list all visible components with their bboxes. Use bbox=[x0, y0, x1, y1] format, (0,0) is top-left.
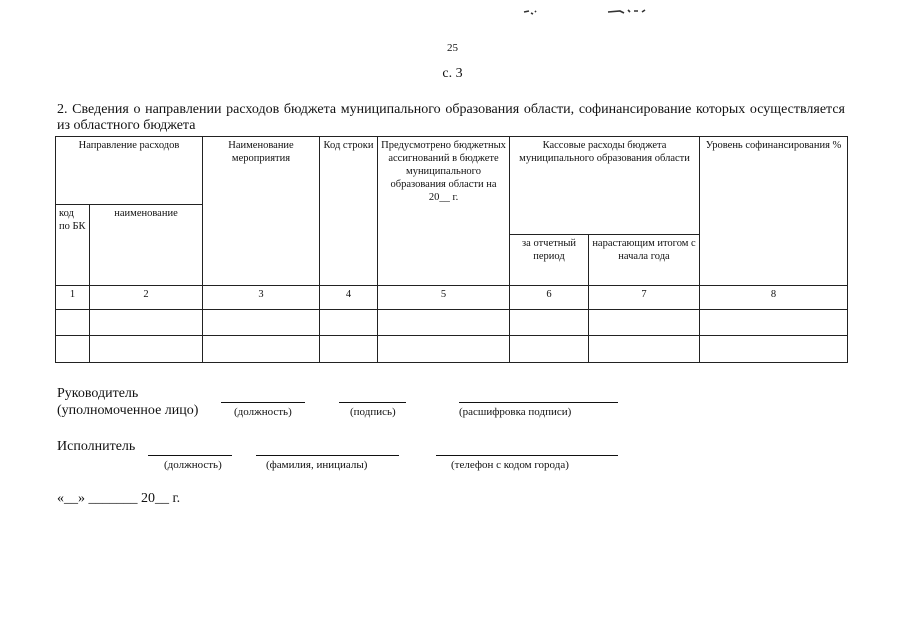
executor-position-line[interactable] bbox=[148, 455, 232, 456]
header-reporting-period: за отчетный период bbox=[510, 235, 589, 286]
header-name: наименование bbox=[90, 205, 203, 286]
column-number: 2 bbox=[90, 286, 203, 310]
empty-cell[interactable] bbox=[203, 336, 320, 363]
column-number: 3 bbox=[203, 286, 320, 310]
empty-cell[interactable] bbox=[510, 310, 589, 336]
header-planned-allocations: Предусмотрено бюджетных ассигнований в бюджете муниципального образования области на 20__ г. bbox=[378, 137, 510, 286]
empty-cell[interactable] bbox=[56, 310, 90, 336]
empty-cell[interactable] bbox=[320, 310, 378, 336]
section-heading: 2. Сведения о направлении расходов бюджета муниципального образования области, софинансирование которых осуществляется из областного бюджета bbox=[57, 102, 845, 133]
head-position-line[interactable] bbox=[221, 402, 305, 403]
empty-cell[interactable] bbox=[700, 310, 848, 336]
header-direction: Направление расходов bbox=[56, 137, 203, 205]
executor-name-caption: (фамилия, инициалы) bbox=[266, 459, 368, 471]
header-cash-expenses: Кассовые расходы бюджета муниципального образования области bbox=[510, 137, 700, 235]
header-event-name: Наименование мероприятия bbox=[203, 137, 320, 286]
executor-phone-caption: (телефон с кодом города) bbox=[451, 459, 569, 471]
empty-cell[interactable] bbox=[589, 310, 700, 336]
column-number: 6 bbox=[510, 286, 589, 310]
header-row-code: Код строки bbox=[320, 137, 378, 286]
date-line: «__» _______ 20__ г. bbox=[57, 491, 181, 506]
header-kbk-code: код по БК bbox=[56, 205, 90, 286]
executor-label: Исполнитель bbox=[57, 439, 136, 454]
head-signature-line[interactable] bbox=[339, 402, 406, 403]
empty-cell[interactable] bbox=[56, 336, 90, 363]
empty-cell[interactable] bbox=[90, 336, 203, 363]
column-number: 4 bbox=[320, 286, 378, 310]
empty-cell[interactable] bbox=[378, 310, 510, 336]
executor-position-caption: (должность) bbox=[164, 459, 222, 471]
empty-cell[interactable] bbox=[203, 310, 320, 336]
table-row bbox=[56, 310, 848, 336]
header-cumulative: нарастающим итогом с начала года bbox=[589, 235, 700, 286]
empty-cell[interactable] bbox=[320, 336, 378, 363]
empty-cell[interactable] bbox=[510, 336, 589, 363]
head-signature-caption: (подпись) bbox=[350, 406, 396, 418]
sheet-number: с. 3 bbox=[442, 66, 463, 81]
column-number: 7 bbox=[589, 286, 700, 310]
header-cofinancing-level: Уровень софинансирования % bbox=[700, 137, 848, 286]
empty-cell[interactable] bbox=[589, 336, 700, 363]
head-authorized-label: (уполномоченное лицо) bbox=[57, 403, 199, 418]
head-position-caption: (должность) bbox=[234, 406, 292, 418]
head-decoding-line[interactable] bbox=[459, 402, 618, 403]
head-label: Руководитель bbox=[57, 386, 139, 401]
scan-artifact-marks bbox=[520, 6, 650, 18]
expenditure-table bbox=[55, 136, 848, 363]
page-number: 25 bbox=[447, 42, 458, 54]
head-decoding-caption: (расшифровка подписи) bbox=[459, 406, 572, 418]
empty-cell[interactable] bbox=[700, 336, 848, 363]
empty-cell[interactable] bbox=[90, 310, 203, 336]
column-number: 1 bbox=[56, 286, 90, 310]
column-number: 5 bbox=[378, 286, 510, 310]
table-row bbox=[56, 336, 848, 363]
column-number: 8 bbox=[700, 286, 848, 310]
empty-cell[interactable] bbox=[378, 336, 510, 363]
executor-name-line[interactable] bbox=[256, 455, 399, 456]
executor-phone-line[interactable] bbox=[436, 455, 618, 456]
